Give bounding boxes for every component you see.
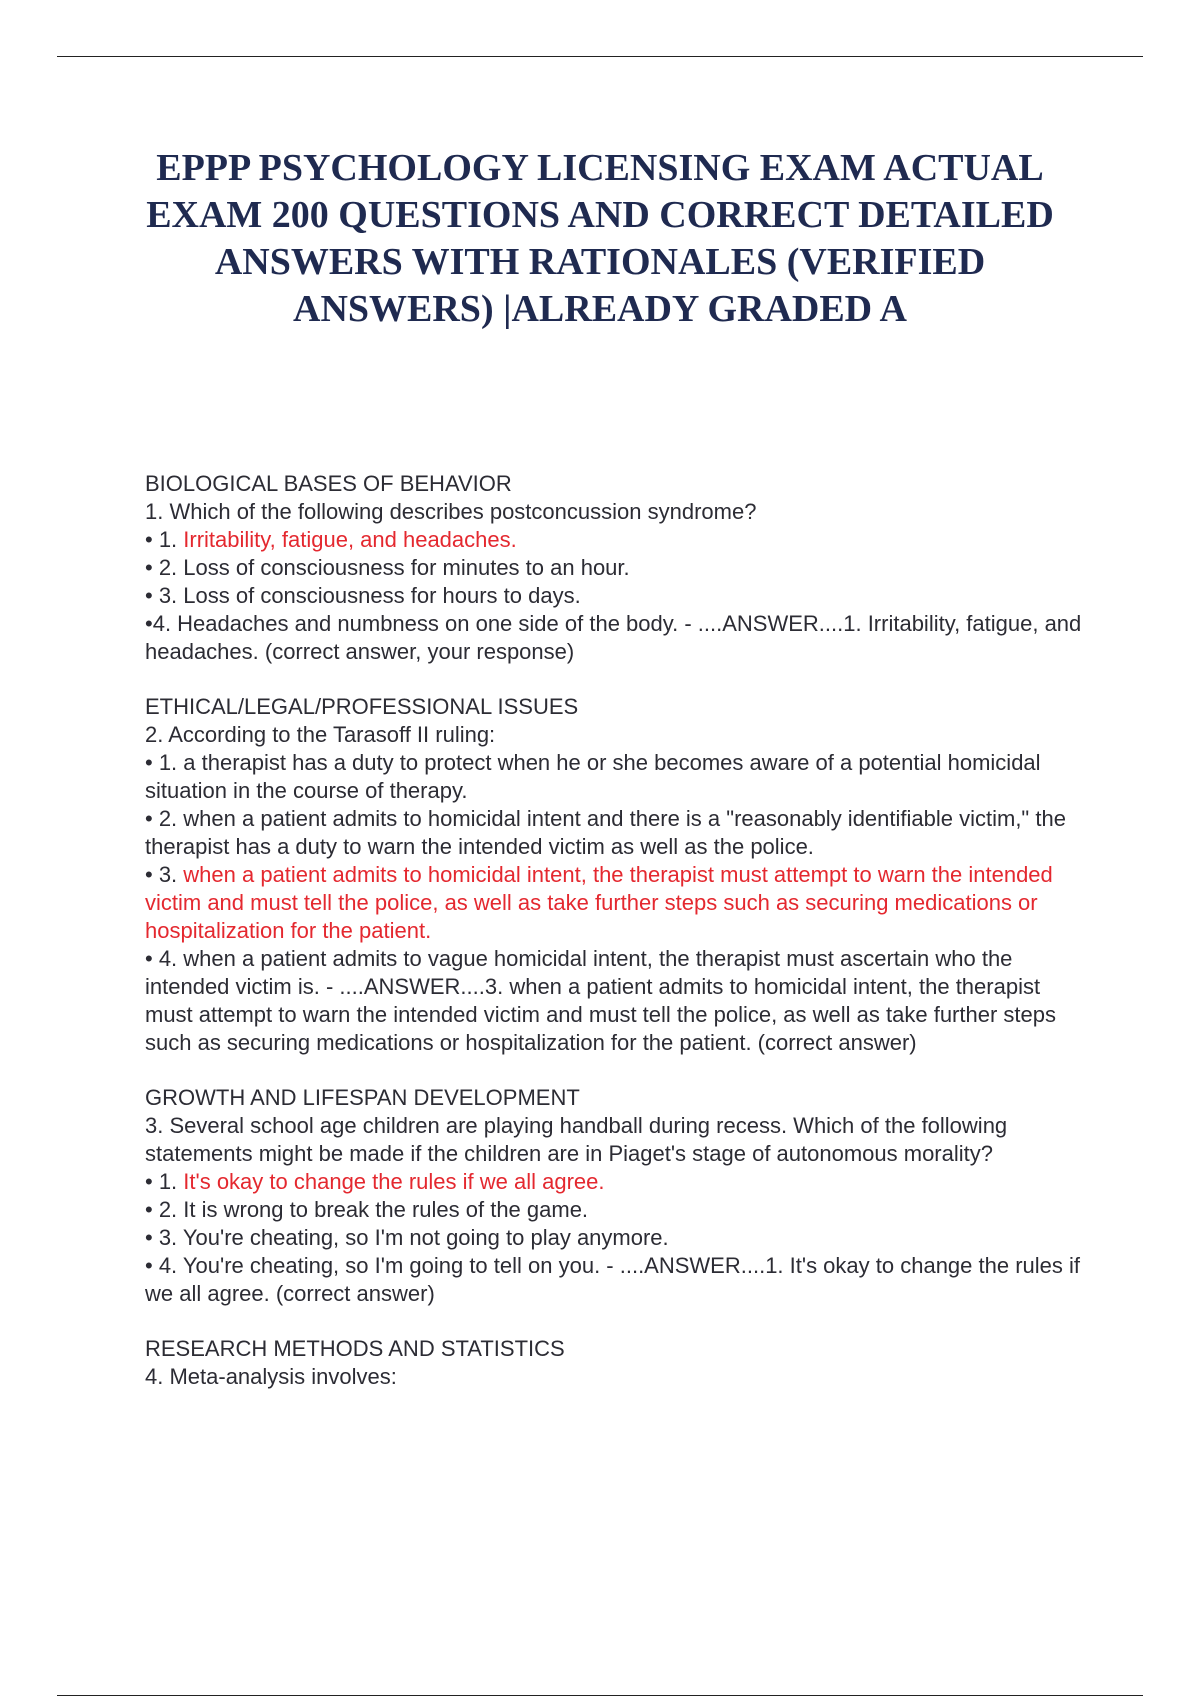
document-body (145, 470, 1085, 1418)
option-2: • 2. when a patient admits to homicidal intent and there is a "reasonably identifiable victim," the therapist has a duty to warn the intended victim as well as the police. (145, 806, 1066, 859)
option-1: • 1. a therapist has a duty to protect when he or she becomes aware of a potential homicidal situation in the course of therapy. (145, 750, 1041, 803)
document-title: EPPP PSYCHOLOGY LICENSING EXAM ACTUAL EXAM 200 QUESTIONS AND CORRECT DETAILED ANSWERS WITH RATIONALES (VERIFIED ANSWERS) |ALREADY GRADED A (146, 147, 1054, 330)
section-heading: GROWTH AND LIFESPAN DEVELOPMENT (145, 1085, 580, 1110)
option-prefix: • 1. (145, 527, 184, 552)
option-1 (145, 1168, 1085, 1196)
option-4-with-answer: • 4. You're cheating, so I'm going to tell on you. - ....ANSWER....1. It's okay to change the rules if we all agree. (correct answer) (145, 1253, 1081, 1306)
section-growth-lifespan (145, 1084, 1085, 1308)
option-1 (145, 526, 1085, 554)
option-4-with-answer: •4. Headaches and numbness on one side of the body. - ....ANSWER....1. Irritability, fatigue, and headaches. (correct answer, your response) (145, 611, 1082, 664)
section-heading: ETHICAL/LEGAL/PROFESSIONAL ISSUES (145, 694, 579, 719)
section-biological-bases (145, 470, 1085, 666)
section-heading: BIOLOGICAL BASES OF BEHAVIOR (145, 471, 512, 496)
option-2: • 2. It is wrong to break the rules of the game. (145, 1197, 589, 1222)
correct-option-text: Irritability, fatigue, and headaches. (183, 527, 517, 552)
top-rule (57, 56, 1143, 57)
option-3: • 3. You're cheating, so I'm not going to play anymore. (145, 1225, 669, 1250)
section-research-methods (145, 1335, 1085, 1391)
correct-option-text: when a patient admits to homicidal intent, the therapist must attempt to warn the intended victim and must tell the police, as well as take further steps such as securing medications or hospitalization for the patient. (145, 862, 1053, 943)
question-text: 1. Which of the following describes postconcussion syndrome? (145, 499, 757, 524)
question-text: 4. Meta-analysis involves: (145, 1364, 397, 1389)
option-2: • 2. Loss of consciousness for minutes to an hour. (145, 555, 630, 580)
option-prefix: • 1. (145, 1169, 184, 1194)
section-ethical-legal (145, 693, 1085, 1057)
option-prefix: • 3. (145, 862, 184, 887)
option-3 (145, 861, 1085, 945)
correct-option-text: It's okay to change the rules if we all agree. (183, 1169, 605, 1194)
option-3: • 3. Loss of consciousness for hours to days. (145, 583, 581, 608)
section-heading: RESEARCH METHODS AND STATISTICS (145, 1336, 565, 1361)
question-text: 2. According to the Tarasoff II ruling: (145, 722, 496, 747)
question-text: 3. Several school age children are playing handball during recess. Which of the following statements might be made if the children are in Piaget's stage of autonomous morality? (145, 1113, 1008, 1166)
bottom-rule (57, 1695, 1143, 1696)
option-4-with-answer: • 4. when a patient admits to vague homicidal intent, the therapist must ascertain who the intended victim is. - ....ANSWER....3. when a patient admits to homicidal intent, the therapist must attempt to warn the intended victim and must tell the police, as well as take further steps such as securing medications or hospitalization for the patient. (correct answer) (145, 946, 1056, 1055)
